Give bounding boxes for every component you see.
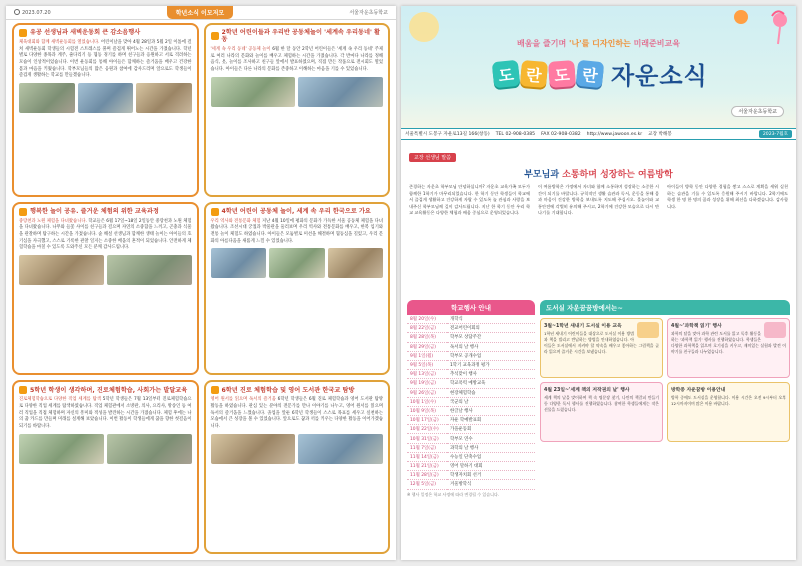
schedule-row bbox=[407, 324, 535, 333]
issue-badge: 2023-7월호 bbox=[759, 130, 792, 138]
schedule-date: 9월 13일(금) bbox=[407, 370, 447, 379]
article-title: 4학년 어린이 공동체 놀이, 세계 속 우리 한국으로 가요 bbox=[221, 207, 371, 215]
schedule-title: 학교행사 안내 bbox=[407, 300, 535, 315]
schedule-date: 11월 28일(금) bbox=[407, 471, 447, 480]
library-box bbox=[540, 382, 663, 442]
library-box-text: 방학 중에도 도서실을 운영합니다. 이용 시간은 오전 9시부터 오후 12시까지이며 많은 이용 바랍니다. bbox=[671, 395, 786, 407]
principal-letter bbox=[401, 140, 796, 221]
library-box-title: 4월 23일~'세계 책의 저작권의 날' 행사 bbox=[544, 388, 630, 393]
number-icon bbox=[19, 208, 27, 216]
newsletter-title bbox=[493, 56, 708, 91]
left-page bbox=[6, 6, 396, 560]
book-icon bbox=[764, 322, 786, 338]
schedule-row bbox=[407, 333, 535, 342]
clock-icon bbox=[14, 9, 20, 15]
library-box bbox=[667, 318, 790, 378]
schedule-event: 1학기 교육과정 평가 bbox=[447, 360, 535, 369]
schedule-row bbox=[407, 443, 535, 452]
section-tag: 학년소식 이모저모 bbox=[167, 6, 233, 19]
library-title: 도서실 자운꿈꿈방에서는~ bbox=[540, 300, 790, 315]
letter-column: 이 여름방학은 가정에서 자녀와 함께 소통하며 성장하는 소중한 시간이 되기를 바랍니다. 규칙적인 생활 습관과 독서, 운동을 통해 몸과 마음이 건강한 방학을 보내도록 지도해 주십시오. 물놀이와 교통안전에 각별히 유의해 주시고, 2학기에 건강한 모습으로 다시 만나기를 기대합니다. bbox=[538, 184, 659, 215]
schedule-date: 9월 26일(금) bbox=[407, 388, 447, 397]
schedule-row bbox=[407, 351, 535, 360]
article-photo bbox=[211, 77, 296, 107]
schedule-date: 10월 9일(목) bbox=[407, 406, 447, 415]
title-block: 도 bbox=[548, 60, 576, 88]
article-title: 5학년 학생이 생각하며, 진로체험학습, 사회가는 발달교육 bbox=[30, 386, 188, 394]
article-card bbox=[12, 23, 199, 197]
schedule-event: 학생자치회 선거 bbox=[447, 471, 535, 480]
school-tag: 서울자운초등학교 bbox=[349, 10, 388, 16]
library-box-title: 방학중 자운꿈방 이용안내 bbox=[671, 388, 726, 393]
schedule-date: 9월 1일(월) bbox=[407, 351, 447, 360]
website-link[interactable]: http://www.jawoon.es.kr bbox=[586, 131, 643, 137]
letter-label: 교장 선생님 말씀 bbox=[409, 153, 456, 162]
article-title: 6학년 진로 체험학습 및 영어 도서관 한국교 탐방 bbox=[221, 386, 355, 394]
number-icon bbox=[211, 208, 219, 216]
schedule-row bbox=[407, 388, 535, 397]
letter-title: 부모님과 소통하며 성장하는 여름방학 bbox=[524, 170, 673, 180]
article-card bbox=[204, 23, 391, 197]
schedule-row bbox=[407, 452, 535, 461]
article-text: 우리 역사와 전통문화 체험 지난 4월 10일에 평화의 문화가 가득한 서울 공동체 체험을 다녀왔습니다. 조선시대 궁궐과 박물관을 둘러보며 우리 역사와 전통문화를 배우고, 한복 입기와 전통 놀이 체험도 하였습니다. 아이들은 모둠별로 미션을 해결하며 협동심을 길렀고, 우리 문화의 아름다움을 새롭게 느낄 수 있었습니다. bbox=[210, 218, 383, 244]
article-title: 2학년 어린이들과 우리반 공동체놀이 '세계속 우리동네' 활동 bbox=[221, 29, 380, 44]
schedule-date: 8월 28일(목) bbox=[407, 333, 447, 342]
article-title: 유공 선생님과 새벽운동회 큰 감소음행사 bbox=[30, 29, 141, 37]
schedule-panel bbox=[407, 300, 535, 556]
schedule-date: 8월 22일(금) bbox=[407, 324, 447, 333]
schedule-row bbox=[407, 342, 535, 351]
number-icon bbox=[211, 32, 219, 40]
article-photo bbox=[107, 434, 192, 464]
schedule-note: ※ 행사 일정은 학교 사정에 따라 변경될 수 있습니다. bbox=[407, 491, 500, 497]
schedule-date: 10월 17일(금) bbox=[407, 416, 447, 425]
info-bar bbox=[401, 128, 796, 140]
article-title: 행복한 놀이 공유. 즐거운 체험의 위한 교육과정 bbox=[30, 207, 159, 215]
schedule-event: 한글날 행사 bbox=[447, 406, 535, 415]
schedule-event: 과학의 날 행사 bbox=[447, 443, 535, 452]
article-card bbox=[12, 202, 199, 376]
article-text: 체육대회와 함께 새벽운동회를 열었습니다. 어린이날을 맞아 4월 28일과 5월 2일 이틀에 걸쳐 새벽운동회 학생들의 시험전 스트레스를 풀며 즐겁게 뛰어노는 시간을 가졌습니다. 학년별로 다양한 종목과 계주, 줄다리기 등 협동 경기를 하며 친구들과 응원하고 서로 격려하는 모습이 인상적이었습니다. 이번 운동회를 통해 아이들은 함께하는 즐거움을 배우고 건강한 몸과 마음을 키웠습니다. 학부모님들의 많은 응원과 참여에 감사드리며 앞으로도 학생들이 즐겁게 생활하는 학교를 만들겠습니다. bbox=[19, 40, 192, 79]
address: 서울특별시 도봉구 자운로13길 166(창동) bbox=[405, 132, 490, 137]
schedule-event: 학부모 공개수업 bbox=[447, 351, 535, 360]
schedule-event: 개학식 bbox=[447, 315, 535, 324]
schedule-event: 현장체험학습 bbox=[447, 388, 535, 397]
schedule-event: 수능일 단축수업 bbox=[447, 452, 535, 461]
schedule-row bbox=[407, 370, 535, 379]
number-icon bbox=[211, 386, 219, 394]
library-box-text: 세계 책의 날을 맞이하여 책 속 명문장 찾기, 나만의 책갈피 만들기 등 다양한 독서 행사를 진행하였습니다. 참여한 학생들에게는 작은 선물을 드렸습니다. bbox=[544, 395, 659, 413]
schedule-event: 학교폭력 예방교육 bbox=[447, 379, 535, 388]
library-box-text: 과학의 달을 맞아 과학 관련 도서를 읽고 독후 활동을 하는 '과학책 읽기' 행사를 진행하였습니다. 학생들은 다양한 과학책을 읽으며 호기심을 키우고, 재미있는 실험과 발견 이야기를 친구들과 나누었습니다. bbox=[671, 331, 786, 355]
tel: TEL 02-908-0385 bbox=[495, 131, 536, 137]
left-header bbox=[6, 6, 396, 20]
schedule-row bbox=[407, 406, 535, 415]
masthead bbox=[401, 6, 796, 128]
article-photo bbox=[19, 83, 75, 113]
schedule-row bbox=[407, 416, 535, 425]
letter-column: 아이들이 방학 동안 다양한 경험을 쌓고 스스로 계획을 세워 실천하는 습관을 기를 수 있도록 응원해 주시기 바랍니다. 2학기에도 학생 한 명 한 명의 꿈과 성장을 위해 최선을 다하겠습니다. 감사합니다. bbox=[667, 184, 788, 209]
bottom-section bbox=[407, 300, 790, 556]
schedule-date: 11월 14일(금) bbox=[407, 452, 447, 461]
article-photo bbox=[78, 83, 134, 113]
schedule-date: 9월 5일(목) bbox=[407, 360, 447, 369]
book-icon bbox=[637, 322, 659, 338]
newsletter-name: 자운소식 bbox=[611, 62, 708, 90]
schedule-date: 10월 31일(금) bbox=[407, 434, 447, 443]
schedule-date: 12월 5일(금) bbox=[407, 480, 447, 489]
article-photo bbox=[269, 248, 325, 278]
ball-icon bbox=[734, 10, 748, 24]
library-box-text: 1학년 새내기 어린이들을 대상으로 도서실 이용 방법과 책을 빌리고 반납하는 방법을 안내하였습니다. 아이들은 도서실에서 지켜야 할 약속을 배우고 좋아하는 그림책을 골라 읽으며 즐거운 시간을 보냈습니다. bbox=[544, 331, 659, 355]
schedule-event: 자운 학예발표회 bbox=[447, 416, 535, 425]
article-photo bbox=[19, 434, 104, 464]
schedule-date: 9월 19일(금) bbox=[407, 379, 447, 388]
letter-column: 존경하는 자운초 학부모님 안녕하십니까? 자운초 교육가족 모두가 함께한 1학기가 마무리되었습니다. 한 학기 동안 학생들이 학교에서 즐겁게 생활하고 건강하게 자랄 수 있도록 늘 관심과 사랑을 보내주신 학부모님께 깊이 감사드립니다. 지난 한 학기 동안 우리 학교 교육활동은 다양한 체험과 배움 중심으로 운영되었습니다. bbox=[409, 184, 530, 215]
schedule-event: 독서의 날 행사 bbox=[447, 342, 535, 351]
article-text: '세계 속 우리 동네' 공동체 놀이 6월 한 달 동안 2학년 어린이들은 '세계 속 우리 동네' 주제로 여러 나라의 문화와 놀이를 배우고 체험하는 시간을 가졌습니다. 각 반마다 나라를 정해 음식, 옷, 놀이를 조사하고 친구들 앞에서 발표하였으며, 직접 만든 작품으로 전시회도 열었습니다. 아이들은 다른 나라의 문화를 존중하고 이해하는 마음을 기를 수 있었습니다. bbox=[210, 46, 383, 72]
article-card bbox=[12, 380, 199, 554]
library-box bbox=[540, 318, 663, 378]
library-panel bbox=[540, 300, 790, 556]
title-block: 도 bbox=[492, 59, 521, 88]
number-icon bbox=[19, 29, 27, 37]
slogan: 배움을 즐기며 '나'를 디자인하는 미래준비교육 bbox=[517, 39, 680, 48]
right-page bbox=[401, 6, 796, 560]
issue-date: 2023.07.20 bbox=[14, 9, 51, 16]
schedule-event: 겨울방학식 bbox=[447, 480, 535, 489]
article-text: 진로체험학습으로 다양한 직업 세계를 탐색 5학년 학생들은 7월 13일부터 진로체험학습으로 다양한 직업 세계를 탐색하였습니다. 직업 체험관에서 소방관, 의사, 요리사, 방송인 등 여러 직업을 직접 체험하며 자신의 흥미와 적성을 발견하는 시간을 가졌습니다. 체험 후에는 나의 꿈 카드를 만들며 미래를 설계해 보았습니다. 이번 활동이 학생들에게 꿈을 향한 첫걸음이 되기를 바랍니다. bbox=[19, 397, 192, 429]
schedule-row bbox=[407, 434, 535, 443]
library-box-title: 4월~'과학책 읽기' 행사 bbox=[671, 324, 722, 329]
schedule-event: 학부모 연수 bbox=[447, 434, 535, 443]
schedule-date: 11월 21일(금) bbox=[407, 462, 447, 471]
article-text: 영어 원서를 읽으며 독서의 즐거움 6학년 학생들은 6월 진로 체험학습과 영어 도서관 탐방 활동을 하였습니다. 관심 있는 분야의 전문가를 만나 이야기를 나누고, 영어 원서를 읽으며 독서의 즐거움을 느꼈습니다. 졸업을 앞둔 6학년 학생들이 스스로 목표를 세우고 실천하는 모습에서 큰 성장을 볼 수 있었습니다. 앞으로도 꿈과 끼를 키우는 다양한 활동을 이어가겠습니다. bbox=[210, 397, 383, 429]
article-photo bbox=[136, 83, 192, 113]
schedule-date: 8월 29일(금) bbox=[407, 342, 447, 351]
schedule-date: 11월 7일(금) bbox=[407, 443, 447, 452]
article-photo bbox=[19, 255, 104, 285]
schedule-row bbox=[407, 397, 535, 406]
schedule-row bbox=[407, 379, 535, 388]
schedule-event: 국군의 날 bbox=[447, 397, 535, 406]
schedule-row bbox=[407, 315, 535, 324]
article-text: 중랑천과 노원 체험을 다녀왔습니다. 학교들은 6월 17일~18일 2일동안 중랑천과 노원 체험을 다녀왔습니다. 나무와 들꽃 사이를 친구들과 걸으며 자연의 소중함을 느끼고, 곤충과 식물을 관찰하며 탐구하는 시간을 가졌습니다. 숲 해설 선생님과 함께한 생태 놀이는 아이들의 호기심을 자극했고, 스스로 기록한 관찰 일지는 소중한 배움의 흔적이 되었습니다. 안전하게 체험학습을 마칠 수 있도록 도와주신 모든 분께 감사드립니다. bbox=[19, 218, 192, 251]
schedule-row bbox=[407, 480, 535, 489]
article-card bbox=[204, 380, 391, 554]
schedule-row bbox=[407, 471, 535, 480]
schedule-event: 전교어린이회의 bbox=[447, 324, 535, 333]
schedule-row bbox=[407, 360, 535, 369]
number-icon bbox=[19, 386, 27, 394]
article-photo bbox=[211, 248, 267, 278]
article-grid bbox=[12, 23, 390, 554]
article-card bbox=[204, 202, 391, 376]
schedule-table bbox=[407, 315, 535, 490]
schedule-event: 학부모 상담주간 bbox=[447, 333, 535, 342]
title-block: 란 bbox=[576, 59, 605, 88]
schedule-date: 8월 20일(수) bbox=[407, 315, 447, 324]
schedule-row bbox=[407, 462, 535, 471]
article-photo bbox=[211, 434, 296, 464]
schedule-event: 영어 말하기 대회 bbox=[447, 462, 535, 471]
schedule-event: 추석맞이 행사 bbox=[447, 370, 535, 379]
fax: FAX 02-908-0382 bbox=[541, 131, 581, 137]
schedule-row bbox=[407, 425, 535, 434]
article-photo bbox=[107, 255, 192, 285]
schedule-date: 10월 22일(수) bbox=[407, 425, 447, 434]
article-photo bbox=[298, 77, 383, 107]
library-box-title: 3월~1학년 새내기 도서실 이용 교육 bbox=[544, 324, 622, 329]
title-block: 란 bbox=[520, 59, 548, 87]
article-photo bbox=[298, 434, 383, 464]
principal: 교장 박해봉 bbox=[648, 132, 672, 137]
school-badge: 서울자운초등학교 bbox=[731, 106, 784, 117]
schedule-event: 가을운동회 bbox=[447, 425, 535, 434]
schedule-date: 10월 1일(수) bbox=[407, 397, 447, 406]
library-box bbox=[667, 382, 790, 442]
article-photo bbox=[328, 248, 384, 278]
